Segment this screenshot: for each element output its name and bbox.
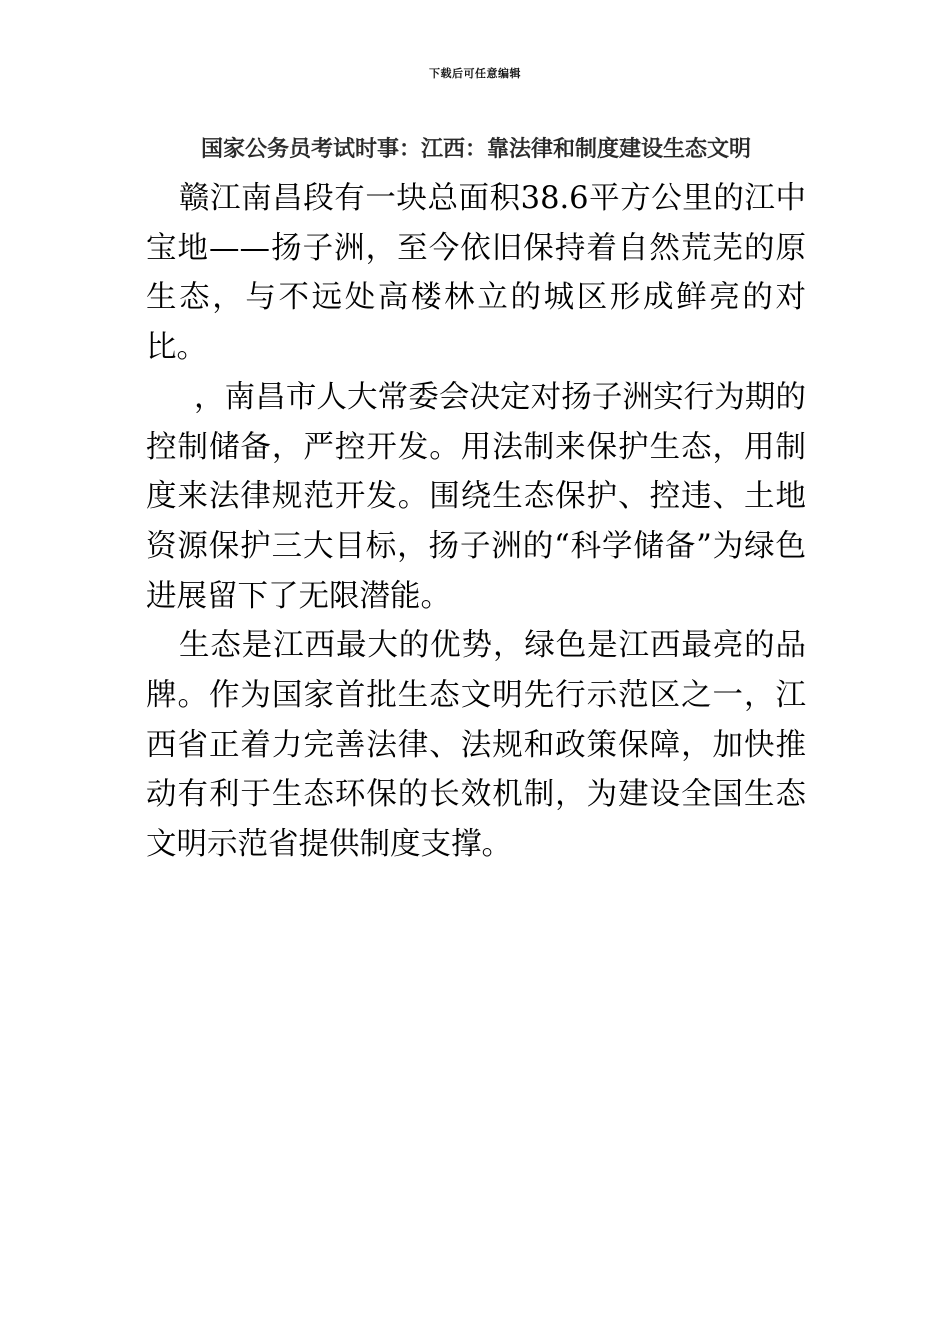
- header-note: 下载后可任意编辑: [429, 67, 521, 80]
- document-title: 国家公务员考试时事：江西：靠法律和制度建设生态文明: [200, 137, 751, 162]
- paragraph-3: 生态是江西最大的优势，绿色是江西最亮的品牌。作为国家首批生态文明先行示范区之一，江西省正着力完善法律、法规和政策保障，加快推动有利于生态环保的长效机制，为建设全国生态文明示范省提供制度支撑。: [146, 628, 806, 863]
- paragraph-1: 赣江南昌段有一块总面积38.6平方公里的江中宝地——扬子洲，至今依旧保持着自然荒芜的原生态，与不远处高楼林立的城区形成鲜亮的对比。: [146, 181, 806, 366]
- paragraph-2: ，南昌市人大常委会决定对扬子洲实行为期的控制储备，严控开发。用法制来保护生态，用制度来法律规范开发。围绕生态保护、控违、土地资源保护三大目标，扬子洲的“科学储备”为绿色进展留下了无限潜能。: [146, 379, 806, 614]
- document-body: [146, 174, 806, 870]
